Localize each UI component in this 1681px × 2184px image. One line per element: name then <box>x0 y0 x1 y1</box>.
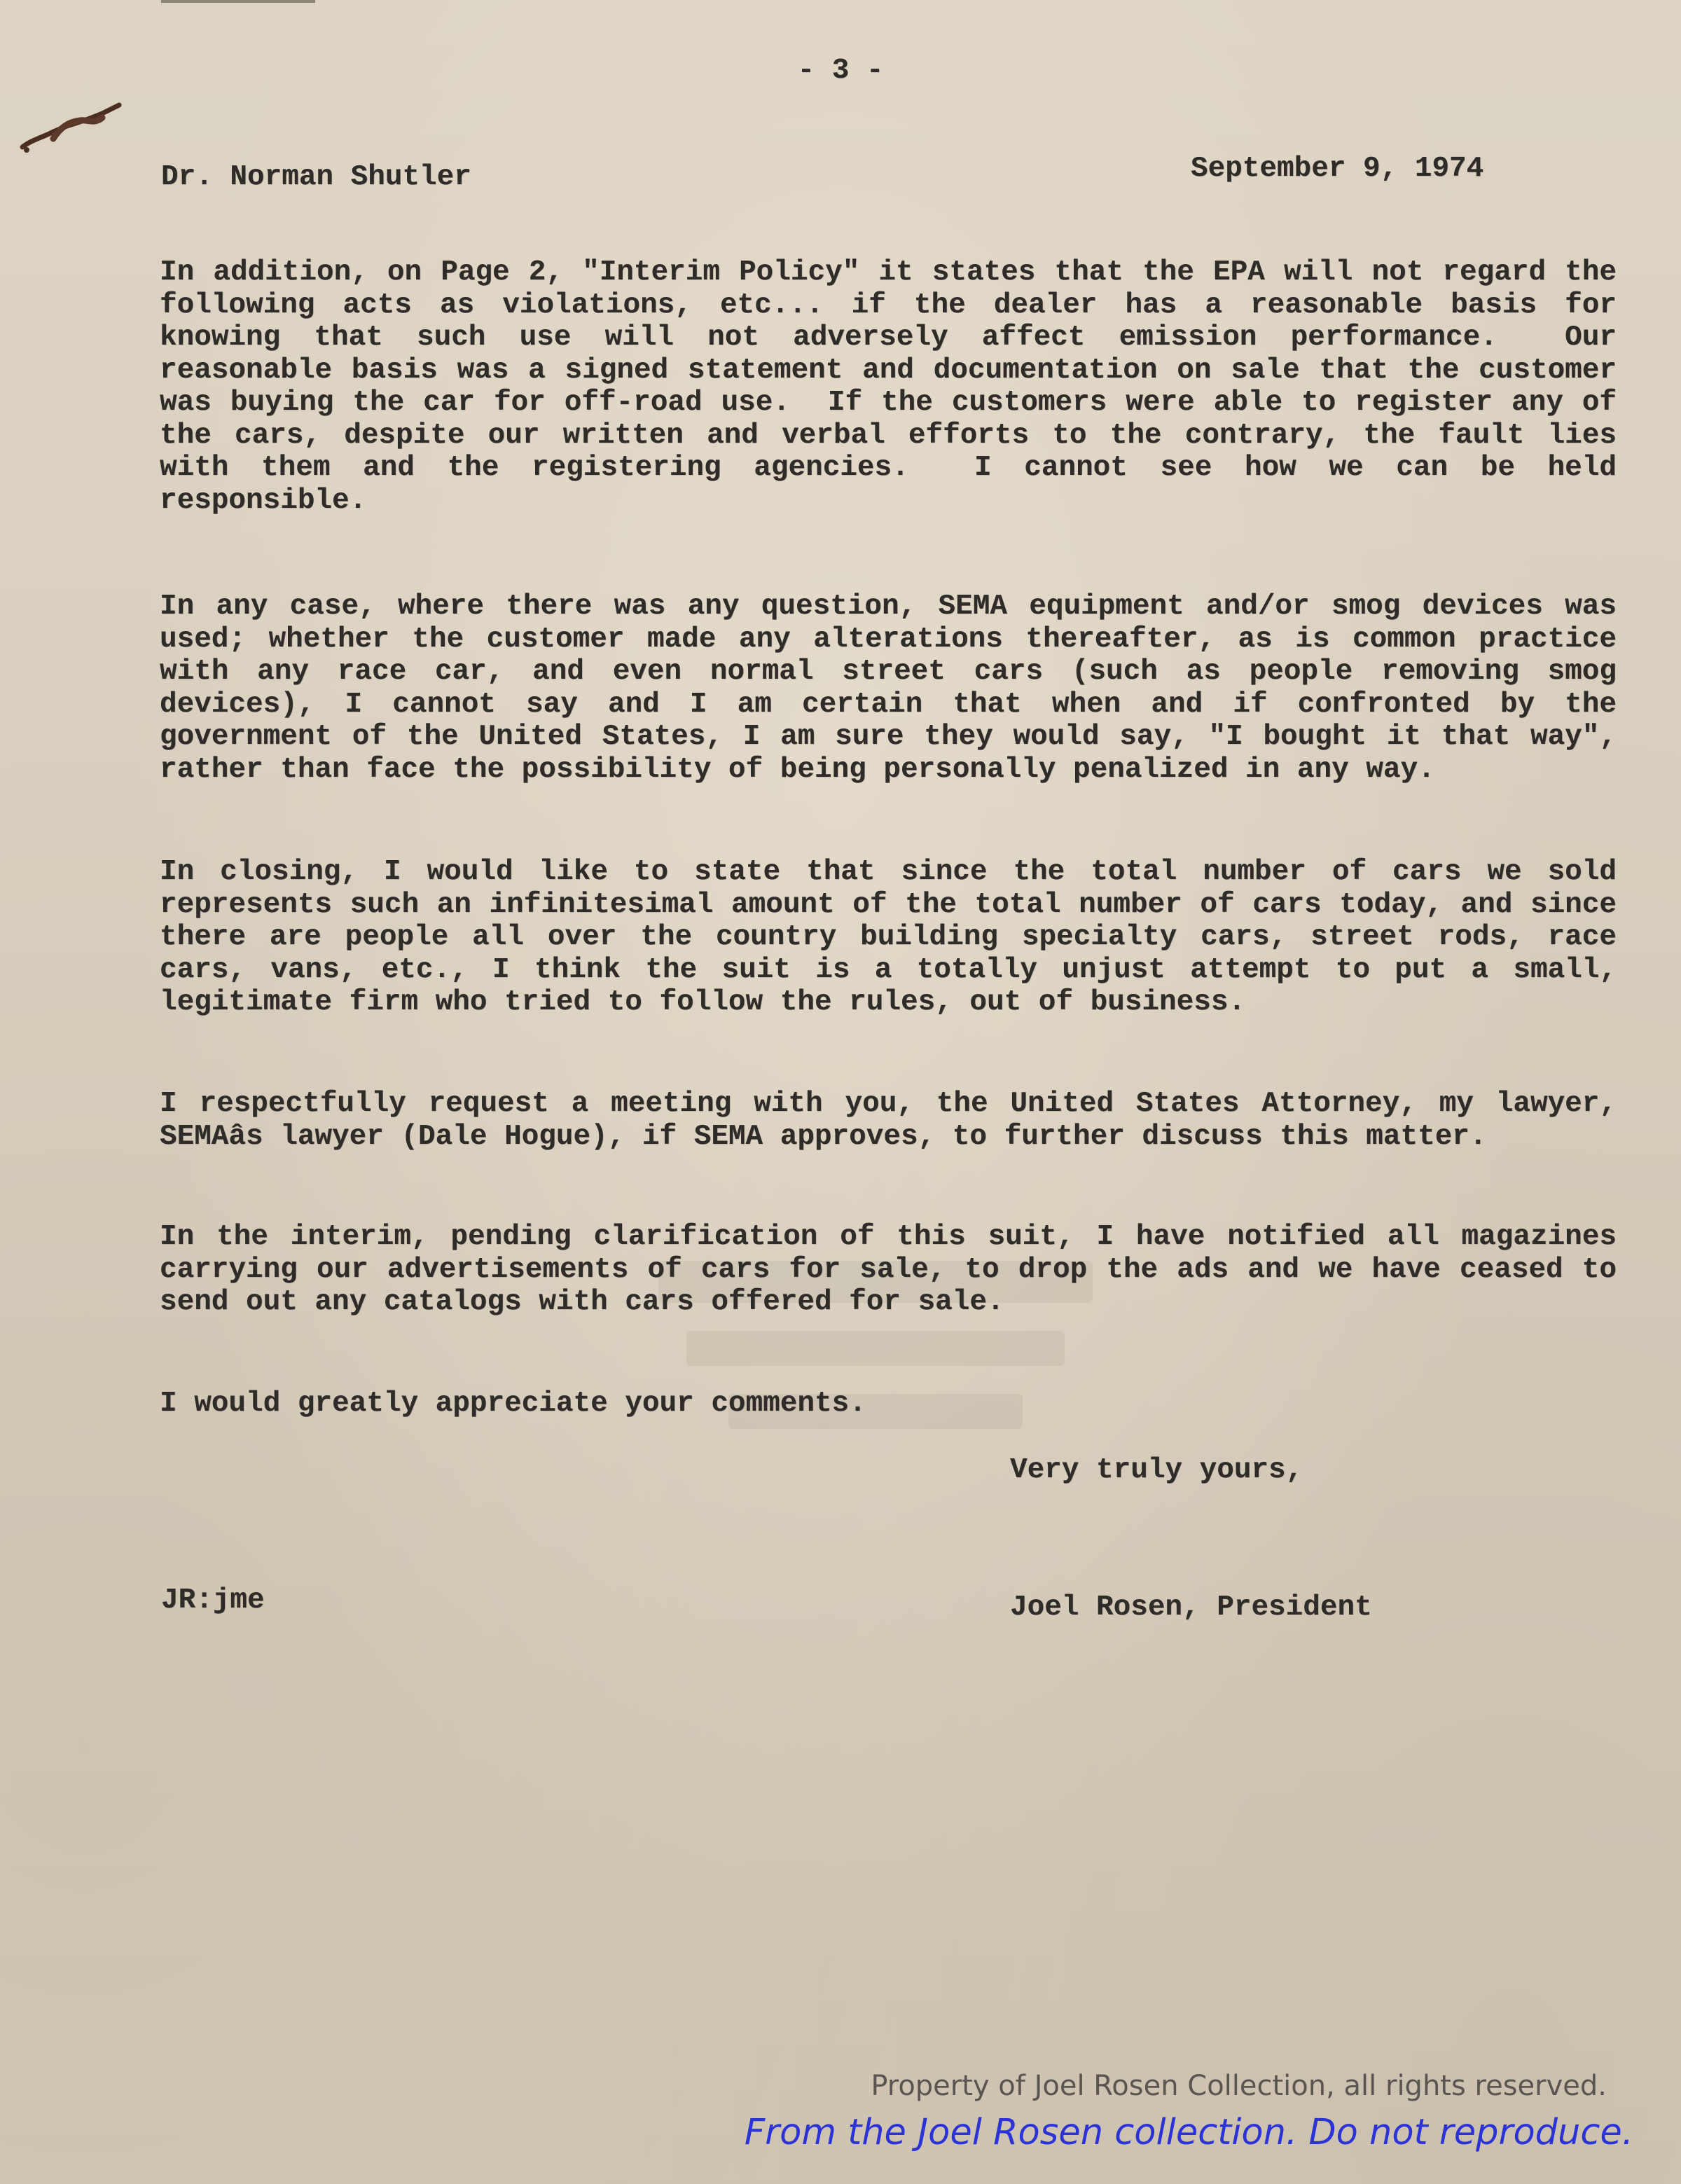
signature-name: Joel Rosen, President <box>1010 1591 1372 1624</box>
page-number: - 3 - <box>797 55 884 87</box>
paragraph-interim-action: In the interim, pending clarification of this suit, I have notified all magazines carrying our advertisements of cars for sale, to drop the ads and we have ceased to send out any catalogs with cars offered for sale. <box>160 1221 1634 1318</box>
paragraph-any-case: In any case, where there was any question, SEMA equipment and/or smog devices was used; whether the customer made any alterations thereafter, as is common practice with any race car, and even normal street cars (such as people removing smog devices), I cannot say and I am certain that when and if confronted by the government of the United States, I am sure they would say, "I bought it that way", rather than face the possibility of being personally penalized in any way. <box>160 590 1634 786</box>
top-edge-rule <box>161 0 315 3</box>
typist-initials: JR:jme <box>161 1584 265 1617</box>
reproduce-notice: From the Joel Rosen collection. Do not reproduce. <box>744 2112 1633 2153</box>
paragraph-in-closing: In closing, I would like to state that since the total number of cars we sold represents such an infinitesimal amount of the total number of cars today, and since there are people all over the country building specialty cars, street rods, race cars, vans, etc., I think the suit is a totally unjust attempt to put a small, legitimate firm who tried to follow the rules, out of business. <box>160 856 1634 1018</box>
recipient-name: Dr. Norman Shutler <box>161 161 471 193</box>
rights-notice: Property of Joel Rosen Collection, all rights reserved. <box>871 2070 1607 2102</box>
closing-salutation: Very truly yours, <box>1010 1454 1303 1486</box>
paragraph-comments: I would greatly appreciate your comments. <box>160 1388 866 1420</box>
ink-smudge-mark <box>20 92 125 155</box>
paragraph-interim-policy: In addition, on Page 2, "Interim Policy" it states that the EPA will not regard the following acts as violations, etc... if the dealer has a reasonable basis for knowing that such use will not adversely affect emission performance. Our reasonable basis was a signed statement and documentation on sale that the customer was buying the car for off-road use. If the customers were able to register any of the cars, despite our written and verbal efforts to the contrary, the fault lies with them and the registering agencies. I cannot see how we can be held responsible. <box>160 256 1634 517</box>
letter-date: September 9, 1974 <box>1191 153 1484 185</box>
paragraph-meeting-request: I respectfully request a meeting with you, the United States Attorney, my lawyer, SEMAâs lawyer (Dale Hogue), if SEMA approves, to further discuss this matter. <box>160 1088 1634 1153</box>
